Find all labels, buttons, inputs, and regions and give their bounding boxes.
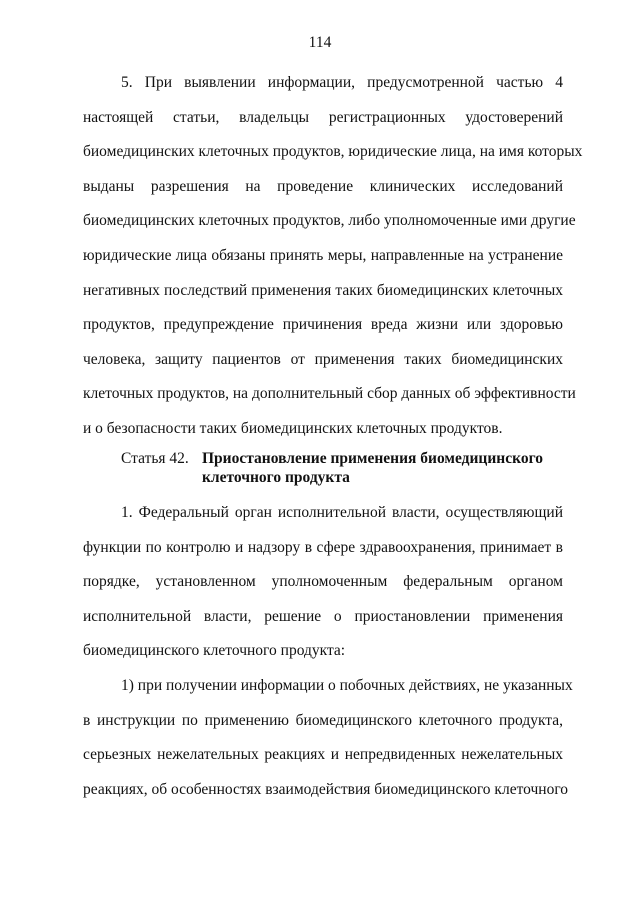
text-line: 1) при получении информации о побочных действиях, не указанных (121, 676, 573, 694)
text-line: порядке, установленном уполномоченным федеральным органом (83, 573, 563, 591)
text-line: 5. При выявлении информации, предусмотренной частью 4 (121, 74, 563, 91)
text-line: выданы разрешения на проведение клинических исследований (83, 177, 563, 195)
article-title (202, 449, 562, 487)
text-line: настоящей статьи, владельцы регистрационных удостоверений (83, 108, 563, 126)
text-line: исполнительной власти, решение о приостановлении применения (83, 607, 563, 625)
article-body (83, 496, 573, 807)
paragraph-5 (83, 66, 583, 447)
text-line: негативных последствий применения таких биомедицинских клеточных (83, 281, 563, 299)
article-number: Статья 42. (121, 450, 189, 467)
text-line: серьезных нежелательных реакциях и непредвиденных нежелательных (83, 746, 563, 764)
text-line: биомедицинских клеточных продуктов, юридические лица, на имя которых (83, 143, 583, 161)
article-title-line: клеточного продукта (202, 469, 350, 486)
text-line: юридические лица обязаны принять меры, направленные на устранение (83, 246, 563, 264)
text-line: биомедицинского клеточного продукта: (83, 642, 346, 660)
text-line: клеточных продуктов, на дополнительный сбор данных об эффективности (83, 385, 576, 403)
text-line: функции по контролю и надзору в сфере здравоохранения, принимает в (83, 538, 563, 556)
text-line: и о безопасности таких биомедицинских клеточных продуктов. (83, 419, 503, 437)
text-line: продуктов, предупреждение причинения вреда жизни или здоровью (83, 316, 563, 334)
text-line: 1. Федеральный орган исполнительной власти, осуществляющий (121, 504, 563, 521)
text-line: в инструкции по применению биомедицинского клеточного продукта, (83, 711, 563, 729)
text-line: реакциях, об особенностях взаимодействия биомедицинского клеточного (83, 780, 569, 798)
text-line: биомедицинских клеточных продуктов, либо уполномоченные ими другие (83, 212, 576, 230)
text-line: человека, защиту пациентов от применения таких биомедицинских (83, 350, 563, 368)
article-title-line: Приостановление применения биомедицинского (202, 450, 543, 467)
page-number: 114 (308, 34, 332, 51)
